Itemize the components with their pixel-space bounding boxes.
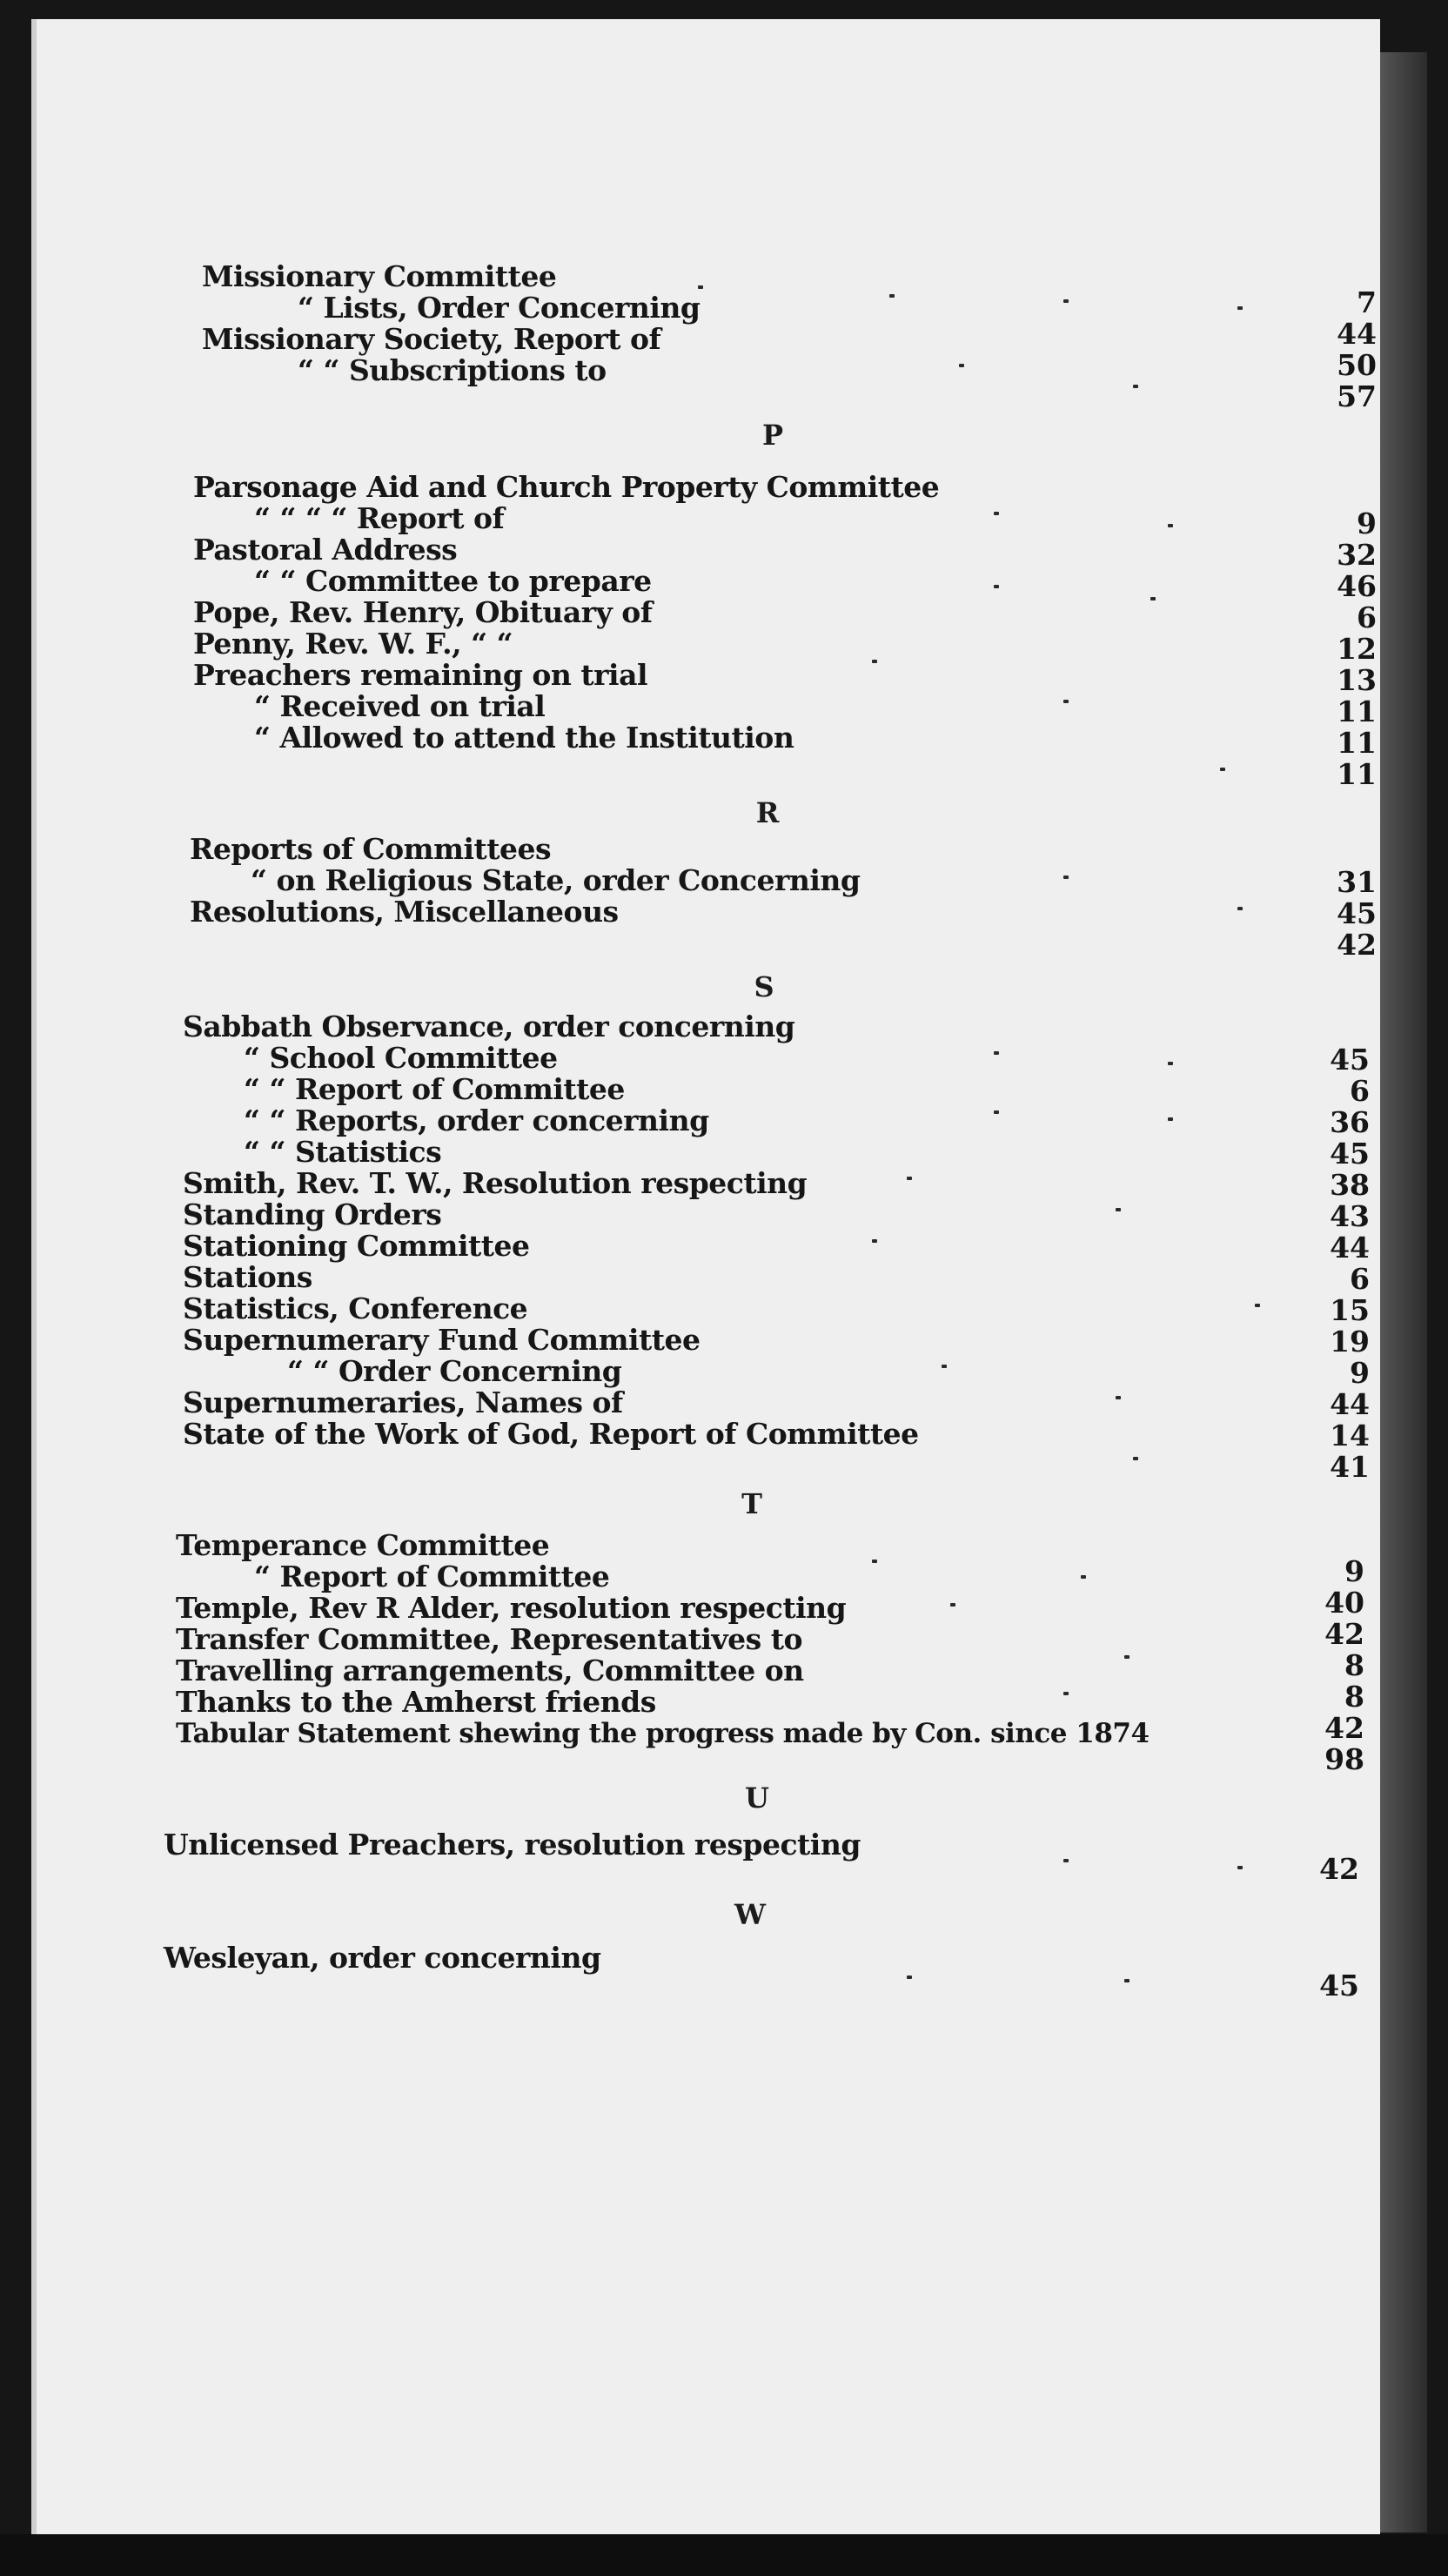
leader-dot bbox=[1150, 597, 1156, 600]
leader-dot bbox=[1220, 768, 1225, 771]
entry-text: Temple, Rev R Alder, resolution respecting bbox=[176, 1591, 847, 1625]
entry-text: Thanks to the Amherst friends bbox=[176, 1685, 656, 1719]
leader-dot bbox=[1237, 1866, 1243, 1869]
page-number: 40 bbox=[1324, 1586, 1364, 1620]
scan-bottom-edge bbox=[0, 2534, 1448, 2576]
leader-dot bbox=[1063, 299, 1069, 303]
page-number: 42 bbox=[1337, 928, 1377, 962]
entry-text: Penny, Rev. W. F., “ “ bbox=[193, 627, 513, 661]
page-number: 12 bbox=[1337, 632, 1377, 666]
entry-text: “ on Religious State, order Concerning bbox=[251, 863, 861, 897]
entry-text: “ Received on trial bbox=[254, 689, 546, 723]
entry-text: Statistics, Conference bbox=[183, 1291, 528, 1325]
leader-dot bbox=[1237, 907, 1243, 910]
leader-dot bbox=[907, 1177, 912, 1180]
entry-text: Smith, Rev. T. W., Resolution respecting bbox=[183, 1166, 808, 1200]
entry-text: “ Report of Committee bbox=[254, 1560, 610, 1593]
section-letter-u: U bbox=[745, 1781, 769, 1815]
leader-dot bbox=[1168, 1062, 1173, 1065]
entry-text: Supernumeraries, Names of bbox=[183, 1385, 623, 1419]
leader-dot bbox=[1063, 1859, 1069, 1862]
leader-dot bbox=[1124, 1655, 1130, 1659]
entry-text: Wesleyan, order concerning bbox=[164, 1941, 601, 1975]
entry-text: “ “ “ “ Report of bbox=[254, 501, 505, 535]
leader-dot bbox=[1133, 385, 1138, 388]
entry-text: “ School Committee bbox=[244, 1041, 558, 1075]
page-number: 43 bbox=[1330, 1199, 1370, 1233]
page-number: 14 bbox=[1330, 1419, 1370, 1452]
entry-text: “ “ Order Concerning bbox=[287, 1354, 622, 1388]
page-number: 38 bbox=[1330, 1168, 1370, 1202]
entry-text: Missionary Society, Report of bbox=[202, 322, 661, 356]
entry-text: Reports of Committees bbox=[190, 832, 552, 866]
entry-text: “ Lists, Order Concerning bbox=[298, 291, 701, 325]
entry-text: Travelling arrangements, Committee on bbox=[176, 1654, 804, 1687]
page-number: 6 bbox=[1350, 1074, 1370, 1108]
leader-dot bbox=[994, 512, 999, 515]
entry-text: Standing Orders bbox=[183, 1197, 442, 1231]
page-number: 8 bbox=[1344, 1680, 1364, 1714]
entry-text: Stationing Committee bbox=[183, 1229, 530, 1263]
page-number: 36 bbox=[1330, 1105, 1370, 1139]
leader-dot bbox=[872, 660, 877, 663]
page-number: 46 bbox=[1337, 569, 1377, 603]
leader-dot bbox=[1116, 1208, 1121, 1211]
entry-text: Pastoral Address bbox=[193, 533, 458, 567]
leader-dot bbox=[1255, 1304, 1260, 1307]
page-number: 11 bbox=[1337, 694, 1377, 728]
page-edge-shadow bbox=[1375, 52, 1427, 2532]
entry-text: Stations bbox=[183, 1260, 312, 1294]
page-number: 44 bbox=[1330, 1231, 1370, 1265]
page-number: 8 bbox=[1344, 1648, 1364, 1682]
entry-text: “ Allowed to attend the Institution bbox=[254, 721, 794, 755]
page-number: 6 bbox=[1357, 600, 1377, 634]
page-number: 50 bbox=[1337, 348, 1377, 382]
page-number: 57 bbox=[1337, 379, 1377, 413]
index-page bbox=[31, 19, 1380, 2534]
leader-dot bbox=[994, 585, 999, 588]
entry-text: “ “ Subscriptions to bbox=[298, 353, 607, 387]
leader-dot bbox=[959, 364, 964, 367]
leader-dot bbox=[698, 285, 703, 289]
page-number: 7 bbox=[1357, 285, 1377, 319]
entry-text: State of the Work of God, Report of Committee bbox=[183, 1417, 919, 1451]
leader-dot bbox=[1168, 524, 1173, 527]
page-number: 45 bbox=[1330, 1137, 1370, 1171]
page-number: 9 bbox=[1357, 506, 1377, 540]
leader-dot bbox=[1124, 1979, 1130, 1982]
page-number: 9 bbox=[1344, 1554, 1364, 1588]
page-number: 42 bbox=[1324, 1711, 1364, 1745]
entry-text: “ “ Statistics bbox=[244, 1135, 442, 1169]
entry-text: Sabbath Observance, order concerning bbox=[183, 1010, 795, 1043]
leader-dot bbox=[1081, 1575, 1086, 1579]
section-letter-w: W bbox=[734, 1898, 766, 1931]
page-number: 44 bbox=[1330, 1387, 1370, 1421]
leader-dot bbox=[872, 1560, 877, 1563]
entry-text: Pope, Rev. Henry, Obituary of bbox=[193, 595, 653, 629]
entry-text: Resolutions, Miscellaneous bbox=[190, 895, 619, 929]
page-number: 45 bbox=[1337, 896, 1377, 930]
leader-dot bbox=[994, 1051, 999, 1055]
entry-text: Temperance Committee bbox=[176, 1528, 550, 1562]
page-number: 32 bbox=[1337, 538, 1377, 572]
page-number: 6 bbox=[1350, 1262, 1370, 1296]
section-letter-t: T bbox=[741, 1487, 762, 1520]
page-number: 98 bbox=[1324, 1742, 1364, 1776]
leader-dot bbox=[1237, 306, 1243, 310]
page-number: 9 bbox=[1350, 1356, 1370, 1390]
entry-text: Supernumerary Fund Committee bbox=[183, 1323, 701, 1357]
leader-dot bbox=[1063, 700, 1069, 703]
leader-dot bbox=[1168, 1117, 1173, 1121]
page-number: 45 bbox=[1330, 1043, 1370, 1077]
section-letter-r: R bbox=[755, 796, 780, 829]
entry-text: “ “ Reports, order concerning bbox=[244, 1104, 709, 1137]
index-list bbox=[37, 19, 1380, 2534]
page-number: 11 bbox=[1337, 726, 1377, 760]
section-letter-p: P bbox=[761, 419, 784, 452]
page-number: 13 bbox=[1337, 663, 1377, 697]
page-number: 42 bbox=[1319, 1852, 1359, 1886]
entry-text: Missionary Committee bbox=[202, 259, 557, 293]
entry-text: Parsonage Aid and Church Property Committee bbox=[193, 470, 940, 504]
page-number: 45 bbox=[1319, 1969, 1359, 2002]
leader-dot bbox=[942, 1365, 947, 1368]
leader-dot bbox=[1063, 875, 1069, 879]
leader-dot bbox=[1063, 1692, 1069, 1695]
page-number: 44 bbox=[1337, 317, 1377, 351]
leader-dot bbox=[872, 1239, 877, 1243]
entry-text: “ “ Committee to prepare bbox=[254, 564, 652, 598]
page-number: 19 bbox=[1330, 1325, 1370, 1358]
page-number: 11 bbox=[1337, 757, 1377, 791]
leader-dot bbox=[1116, 1396, 1121, 1399]
section-letter-s: S bbox=[754, 970, 774, 1003]
page-number: 41 bbox=[1330, 1450, 1370, 1484]
entry-text: Preachers remaining on trial bbox=[193, 658, 647, 692]
entry-text: Unlicensed Preachers, resolution respecting bbox=[164, 1828, 861, 1862]
leader-dot bbox=[994, 1110, 999, 1114]
page-number: 31 bbox=[1337, 865, 1377, 899]
page-number: 42 bbox=[1324, 1617, 1364, 1651]
leader-dot bbox=[950, 1603, 955, 1607]
entry-text: “ “ Report of Committee bbox=[244, 1072, 625, 1106]
entry-text: Transfer Committee, Representatives to bbox=[176, 1622, 803, 1656]
entry-text: Tabular Statement shewing the progress made by Con. since 1874 bbox=[176, 1718, 1150, 1749]
leader-dot bbox=[907, 1976, 912, 1979]
page-number: 15 bbox=[1330, 1293, 1370, 1327]
leader-dot bbox=[889, 294, 895, 298]
leader-dot bbox=[1133, 1457, 1138, 1460]
